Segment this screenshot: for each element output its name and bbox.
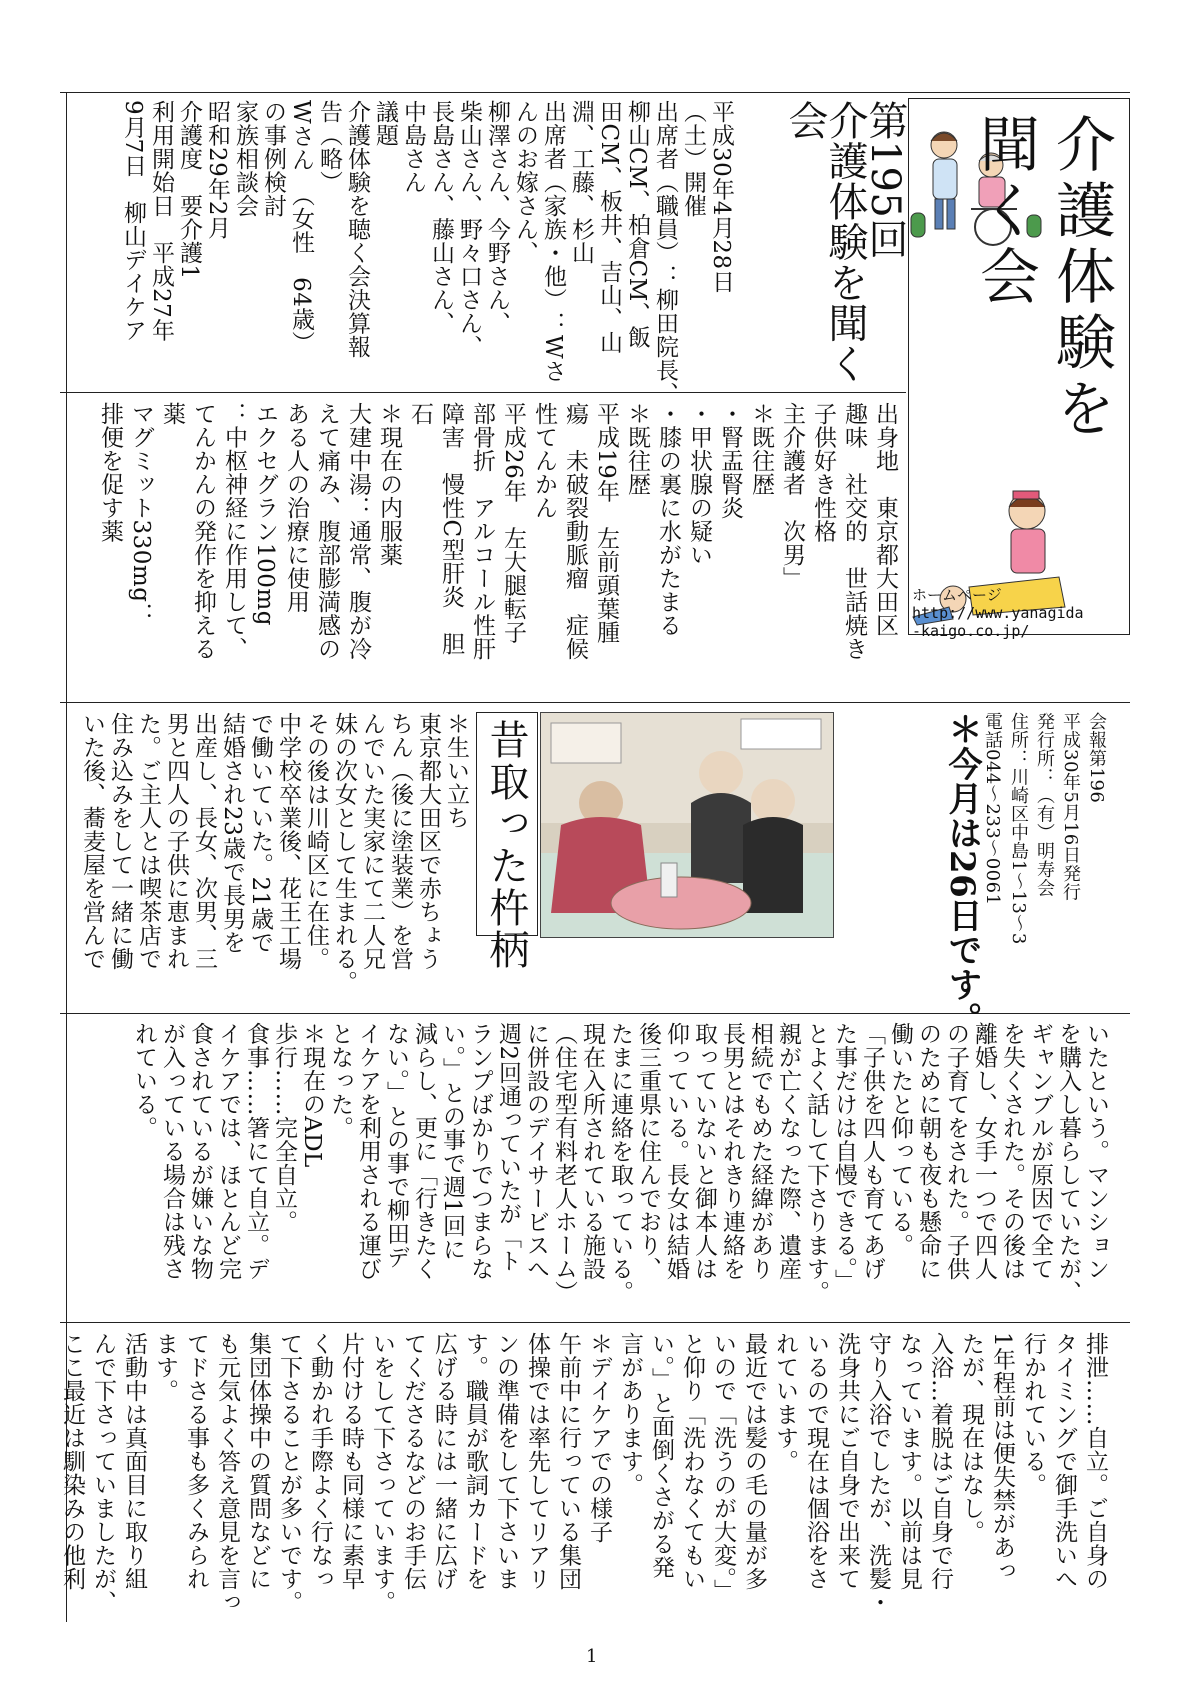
homepage-url[interactable]: ホームページ http://www.yanagida -kaigo.co.jp/ [912, 586, 1084, 640]
page-number: 1 [586, 1646, 598, 1667]
notice-this-month: ＊今月は26日です。 [942, 712, 982, 1037]
rule-row4 [60, 1322, 1130, 1323]
newsletter-title: 介護体験を 聞く会 [970, 113, 1116, 443]
article-heading: 第195回 介護体験を聞く 会 [782, 100, 908, 384]
biography-continued: いたという。マンション を購入し暮らしていたが、 ギャンブルが原因で全て を失くされた。その後は 離婚し、女手一つで四人 の子育てをされた。子供 のために朝も夜も懸命に 働いたと仰っている。 「子供を四人も育てあげ た事だけは自慢できる。」 とよく話して下さります。 親が亡くなった際、遺産 相続でもめた経緯があり 長男とはそれきり連絡を 取っていないと御本人は 仰っている。長女は結婚 後三重県に住んでおり、 たまに連絡を取っている。 現在入所されている施設 （住宅型有料老人ホーム） に併設のデイサービスへ 週2回通っていたが「ト ランプばかりでつまらな い。」との事で週1回に 減らし、更に「行きたく ない。」との事で柳田デ イケアを利用される運び となった。 ＊現在のADL 歩行……完全自立。 食事……箸にて自立。デ イケアでは、ほとんど完 食されているが嫌いな物 が入っている場合は残さ れている。 [131, 1022, 1109, 1304]
biography-text: ＊生い立ち 東京都大田区で赤ちょう ちん（後に塗装業）を営 んでいた実家にて二人兄 妹の次女として生まれる。 その後は川崎区に在住。 中学校卒業後、花王工場 で働いていた。21歳で 結婚され23歳で長男を 出産し、長女、次男、三 男と四人の子供に恵まれ た。ご主人とは喫茶店で 住み込みをして一緒に働 いた後、蕎麦屋を営んで [79, 712, 469, 994]
top-rule [60, 92, 1130, 93]
photo-caption: 昔取った杵柄 [483, 719, 529, 971]
rule-row1 [60, 392, 906, 393]
masthead-box [908, 98, 1130, 635]
daycare-notes: 排泄……自立。ご自身の タイミングで御手洗いへ 行かれている。 1年程前は便失禁があっ たが、現在はなし。 入浴…着脱はご自身で行 なっています。以前は見 守り入浴でしたが、洗髪・ 洗身共にご自身で出来て いるので現在は個浴をさ れています。 最近では髪の毛の量が多 いので「洗うのが大変。」 と仰り「洗わなくてもい い。」と面倒くさがる発 言があります。 ＊デイケアでの様子 午前中に行っている集団 体操では率先してリアリ ンの準備をして下さいま す。職員が歌詞カードを 広げる時には一緒に広げ てくださるなどのお手伝 いをして下さっています。 片付ける時も同様に素早 く動かれ手際よく行なっ て下さることが多いです。 集団体操中の質問などに も元気よく答え意見を言っ てドさる事も多くみられ ます。 活動中は真面目に取り組 んで下さっていましたが、 ここ最近は馴染みの他利 [59, 1332, 1108, 1614]
activity-photo [540, 712, 834, 938]
meeting-details: 平成30年4月28日 （土）開催 出席者（職員）：柳田院長、 柳山CM、柏倉CM、飯 田CM、板井、吉山、山 淵、工藤、杉山 出席者（家族・他）：Wさ んのお嫁さん、 柳澤さん、今野さん、 柴山さん、野々口さん、 長島さん、藤山さん、 中島さん 議題 介護体験を聴く会決算報 告（略） Wさん （女性 64歳） の事例検討 家族相談会 昭和29年2月 介護度 要介護1 利用開始日 平成27年 9月7日 柳山デイケア [120, 100, 734, 406]
profile-history-medication: 出身地 東京都大田区 趣味 社交的 世話焼き 子供好き性格 主介護者 次男」 ＊既往歴 ・腎盂腎炎 ・甲状腺の疑い ・膝の裏に水がたまる ＊既往歴 平成19年 左前頭葉腫 瘍 未破裂動脈瘤 症候 性てんかん 平成26年 左大腿転子 部骨折 アルコール性肝 障害 慢性C型肝炎 胆 石 ＊現在の内服薬 大建中湯：通常、腹が冷 えて痛み、腹部膨満感の ある人の治療に使用 エクセグラン100mg ：中枢神経に作用して、 てんかんの発作を抑える 薬 マグミット330mg： 排便を促す薬 [97, 402, 898, 661]
issue-info: 会報第196 平成30年5月16日発行 発行所：（有）明寿会 住所：川崎区中島1～13～3 電話044～233～0061 [982, 712, 1107, 945]
rule-row2 [60, 702, 1130, 703]
photo-caption-box [476, 712, 538, 971]
